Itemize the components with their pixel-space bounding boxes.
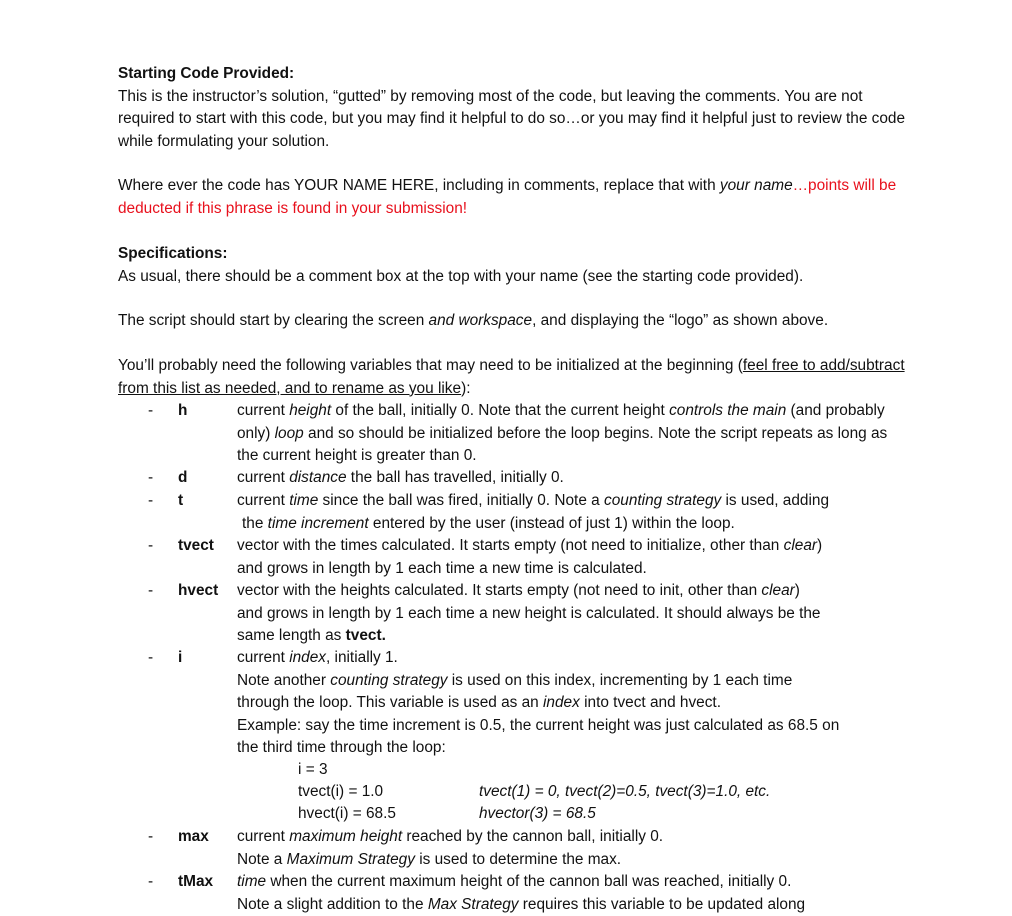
desc-italic: loop [274,424,304,442]
desc-italic: counting strategy [330,671,448,689]
variable-description [237,826,907,871]
your-name-paragraph [118,175,908,220]
desc-text: Note a [237,850,287,868]
desc-text: and grows in length by 1 each time a new time is calculated. [237,559,647,577]
variable-description [237,871,907,916]
desc-italic: clear [761,582,795,599]
desc-italic: controls the main [669,402,787,419]
desc-text: when the current maximum height of the cannon ball was reached, initially 0. [266,873,792,890]
desc-text: requires this variable to be updated along [518,895,806,913]
desc-text: reached by the cannon ball, initially 0. [402,828,664,845]
desc-text: Note a slight addition to the [237,895,428,913]
example-line: tvect(i) = 1.0 [298,783,384,800]
your-name-section [118,175,908,220]
desc-text: ) [817,537,823,554]
desc-italic: maximum height [289,828,403,845]
spec-variables-intro [118,355,908,400]
desc-text: and so should be initialized before the loop begins. Note the script repeats as long as the current height is greater than 0. [237,424,888,464]
desc-text: Example: say the time increment is 0.5, the current height was just calculated as 68.5 on [237,716,840,734]
variable-description [237,490,907,535]
desc-italic: Max Strategy [427,895,519,913]
variable-name: d [178,469,188,486]
desc-italic: Maximum Strategy [286,850,415,868]
variable-description [237,647,907,760]
desc-italic: distance [289,469,347,486]
desc-text: the third time through the loop: [237,739,446,756]
desc-text: Note another [237,671,331,689]
list-dash: - [148,873,154,890]
desc-text: vector with the times calculated. It starts empty (not need to initialize, other than [237,537,784,554]
desc-text: since the ball was fired, initially 0. Note a [318,492,604,509]
list-dash: - [148,492,154,509]
example-line: i = 3 [298,761,328,778]
desc-italic: height [289,402,332,419]
desc-text: is used, adding [721,492,830,509]
spec-intro-underline: feel free to add/subtract from this list as needed, and to rename as you like [118,357,905,397]
list-dash: - [148,649,154,666]
example-note: hvector(3) = 68.5 [479,805,596,822]
desc-text: into tvect and hvect. [579,694,721,711]
variable-name: h [178,402,188,419]
desc-italic: counting strategy [604,492,722,509]
variable-description [237,580,907,648]
list-dash: - [148,537,154,554]
desc-italic: time increment [267,514,369,532]
spec-variables-intro-line [118,355,908,400]
starting-code-section [118,63,908,153]
desc-text: same length as [237,627,346,644]
desc-text: ) [794,582,800,599]
list-dash: - [148,402,154,419]
variable-description [237,400,907,468]
desc-text: is used on this index, incrementing by 1 each time [447,671,793,689]
your-name-text: Where ever the code has YOUR NAME HERE, including in comments, replace that with [118,177,720,194]
variable-name: max [178,828,209,845]
desc-text: current [237,469,290,486]
specifications-heading: Specifications: [118,245,228,262]
list-dash: - [148,582,154,599]
list-dash: - [148,469,154,486]
desc-text: , initially 1. [325,649,398,666]
spec-clear-screen-line [118,310,908,333]
spec-clear-screen [118,310,908,333]
desc-text: current [237,402,290,419]
variable-name: tvect [178,537,214,554]
variable-name: i [178,649,183,666]
desc-italic: index [289,649,326,666]
desc-bold: tvect. [345,627,386,644]
variable-description [237,467,907,490]
spec-comment-box-line: As usual, there should be a comment box at the top with your name (see the starting code provided). [118,267,804,285]
example-line: hvect(i) = 68.5 [298,805,396,822]
desc-text: current [237,828,290,845]
spec-clear-c: , and displaying the “logo” as shown above. [532,312,829,329]
starting-code-paragraph: This is the instructor’s solution, “gutted” by removing most of the code, but leaving the comments. You are not required to start with this code, but you may find it helpful to do so…or you may find it helpful just to review the code while formulating your solution. [118,87,906,150]
desc-italic: time [237,873,267,890]
desc-text: current [237,649,290,666]
desc-italic: time [289,492,319,509]
spec-intro-a: You’ll probably need the following variables that may need to be initialized at the beginning ( [118,357,743,374]
spec-clear-a: The script should start by clearing the screen [118,312,429,329]
deduction-warning: …points will be deducted if this phrase is found in your submission! [118,177,897,217]
desc-text: the ball has travelled, initially 0. [346,469,564,486]
your-name-italic: your name [719,177,793,194]
desc-text: the [242,514,268,532]
desc-text: vector with the heights calculated. It starts empty (not need to init, other than [237,582,762,599]
desc-text: is used to determine the max. [414,850,622,868]
desc-italic: index [543,694,580,711]
variable-name: t [178,492,184,509]
variable-name: tMax [178,873,214,890]
spec-intro-c: ): [461,379,471,397]
desc-text: current [237,492,290,509]
desc-text: and grows in length by 1 each time a new height is calculated. It should always be the [237,604,821,622]
spec-clear-italic: and workspace [428,312,533,329]
desc-text: through the loop. This variable is used as an [237,694,544,711]
variable-description [237,535,907,580]
example-note: tvect(1) = 0, tvect(2)=0.5, tvect(3)=1.0, etc. [479,783,771,800]
starting-code-heading: Starting Code Provided: [118,65,295,82]
specifications-section [118,243,908,288]
desc-text: of the ball, initially 0. Note that the current height [331,402,670,419]
desc-text: entered by the user (instead of just 1) within the loop. [368,514,735,532]
desc-italic: clear [783,537,817,554]
desc-text: (and probably only) [237,402,885,442]
list-dash: - [148,828,154,845]
variable-name: hvect [178,582,219,599]
